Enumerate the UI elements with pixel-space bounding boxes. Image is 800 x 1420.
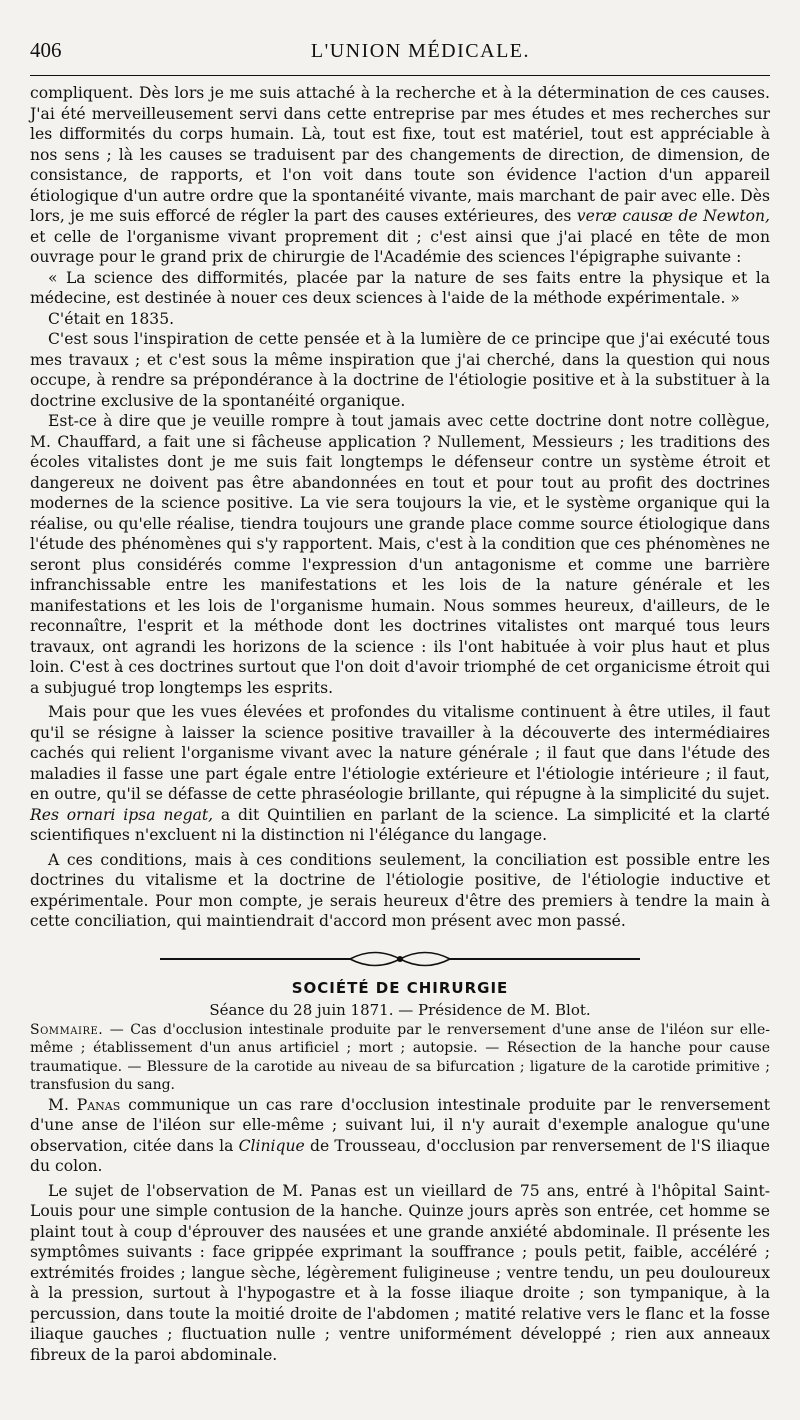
running-header xyxy=(30,38,770,68)
paragraph-6: M. Panas communique un cas rare d'occlusion intestinale produite par le renversement d'une anse de l'iléon sur elle-même ; suivant lui, il n'y aurait d'exemple analogue qu'une observation, citée dans la Clinique de Trousseau, d'occlusion par renversement de l'S iliaque du colon. xyxy=(30,1095,770,1175)
paragraph-7: Le sujet de l'observation de M. Panas est un vieillard de 75 ans, entré à l'hôpital Saint-Louis pour une simple contusion de la hanche. Quinze jours après son entrée, cet homme se plaint tout à coup d'éprouver des nausées et une grande anxiété abdominale. Il présente les symptômes suivants : face grippée exprimant la souffrance ; pouls petit, faible, accéléré ; extrémités froides ; langue sèche, légèrement fuligineuse ; ventre tendu, un peu douloureux à la pression, surtout à l'hypogastre et à la fosse iliaque droite ; son tympanique, à la percussion, dans toute la moitié droite de l'abdomen ; matité relative vers le flanc et la fosse iliaque gauches ; fluctuation nulle ; ventre uniformément développé ; rien aux anneaux fibreux de la paroi abdominale. xyxy=(30,1181,770,1364)
quotation: « La science des difformités, placée par la nature de ses faits entre la physique et la médecine, est destinée à nouer ces deux sciences à l'aide de la méthode expérimentale. » xyxy=(30,268,770,307)
summary: Sommaire. — Cas d'occlusion intestinale produite par le renversement d'une anse de l'iléon sur elle-même ; établissement d'un anus artificiel ; mort ; autopsie. — Résection de la hanche pour cause traumatique. — Blessure de la carotide au niveau de sa bifurcation ; ligature de la carotide primitive ; transfusion du sang. xyxy=(30,1021,771,1093)
paragraph-1: compliquent. Dès lors je me suis attaché à la recherche et à la détermination de ces causes. J'ai été merveilleusement servi dans cette entreprise par mes études et mes recherches sur les difformités du corps humain. Là, tout est fixe, tout est matériel, tout est appréciable à nos sens ; là les causes se traduisent par des changements de direction, de dimension, de consistance, de rapports, et l'on voit dans toute son évidence l'action d'un appareil étiologique d'un autre ordre que la spontanéité vivante, mais marchant de pair avec elle. Dès lors, je me suis efforcé de régler la part des causes extérieures, des veræ causæ de Newton, et celle de l'organisme vivant proprement dit ; c'est ainsi que j'ai placé en tête de mon ouvrage pour le grand prix de chirurgie de l'Académie des sciences l'épigraphe suivante : xyxy=(30,84,770,266)
page-number: 406 xyxy=(30,38,62,62)
latin-quote: Res ornari ipsa negat, xyxy=(30,805,214,824)
ornamental-rule xyxy=(160,948,640,970)
italic-phrase: veræ causæ de Newton, xyxy=(576,207,770,225)
session-line: Séance du 28 juin 1871. — Présidence de M. Blot. xyxy=(209,1001,591,1019)
italic-title: Clinique xyxy=(238,1136,305,1155)
author-name: M. Panas xyxy=(48,1095,121,1114)
paragraph-3: Est-ce à dire que je veuille rompre à tout jamais avec cette doctrine dont notre collègue, M. Chauffard, a fait une si fâcheuse application ? Nullement, Messieurs ; les traditions des écoles vitalistes dont je me suis fait longtemps le défenseur contre un système étroit et dangereux ne doivent pas être abandonnées en tout et pour tout au profit des doctrines modernes de la science positive. La vie sera toujours la vie, et le système organique qui la réalise, ou qu'elle réalise, tiendra toujours une grande place comme source étiologique dans l'étude des phénomènes qui s'y rapportent. Mais, c'est à la condition que ces phénomènes ne seront plus considérés comme l'expression d'un antagonisme et comme une barrière infranchissable entre les manifestations et les lois de la nature générale et les manifestations et les lois de l'organisme humain. Nous sommes heureux, d'ailleurs, de le reconnaître, l'esprit et la méthode dont les doctrines vitalistes ont marqué tous leurs travaux, ont agrandi les horizons de la science : ils l'ont habituée à voir plus haut et plus loin. C'est à ces doctrines surtout que l'on doit d'avoir triomphé de cet organicisme étroit qui a subjugué trop longtemps les esprits. xyxy=(30,412,770,697)
paragraph-4: Mais pour que les vues élevées et profondes du vitalisme continuent à être utiles, il faut qu'il se résigne à laisser la science positive travailler à la découverte des intermédiaires cachés qui relient l'organisme vivant avec la nature générale ; il faut que dans l'étude des maladies il fasse une part égale entre l'étiologie extérieure et l'étiologie intérieure ; il faut, en outre, qu'il se défasse de cette phraséologie brillante, qui répugne à la simplicité du sujet. Res ornari ipsa negat, a dit Quintilien en parlant de la science. La simplicité et la clarté scientifiques n'excluent ni la distinction ni l'élégance du langage. xyxy=(30,703,770,844)
article-column xyxy=(30,83,770,1365)
summary-label: Sommaire. xyxy=(30,1021,104,1038)
section-title: SOCIÉTÉ DE CHIRURGIE xyxy=(291,978,509,997)
paragraph-5: A ces conditions, mais à ces conditions seulement, la conciliation est possible entre les doctrines du vitalisme et la doctrine de l'étiologie positive, de l'étiologie inductive et expérimentale. Pour mon compte, je serais heureux d'être des premiers à tendre la main à cette conciliation, qui maintiendrait d'accord mon présent avec mon passé. xyxy=(30,850,770,930)
date-line: C'était en 1835. xyxy=(48,309,175,328)
header-rule xyxy=(30,75,770,76)
paragraph-2: C'est sous l'inspiration de cette pensée et à la lumière de ce principe que j'ai exécuté tous mes travaux ; et c'est sous la même inspiration que j'ai cherché, dans la question qui nous occupe, à rendre sa prépondérance à la doctrine de l'étiologie positive et à la substituer à la doctrine exclusive de la spontanéité organique. xyxy=(30,330,770,410)
journal-title: L'UNION MÉDICALE. xyxy=(310,40,530,62)
